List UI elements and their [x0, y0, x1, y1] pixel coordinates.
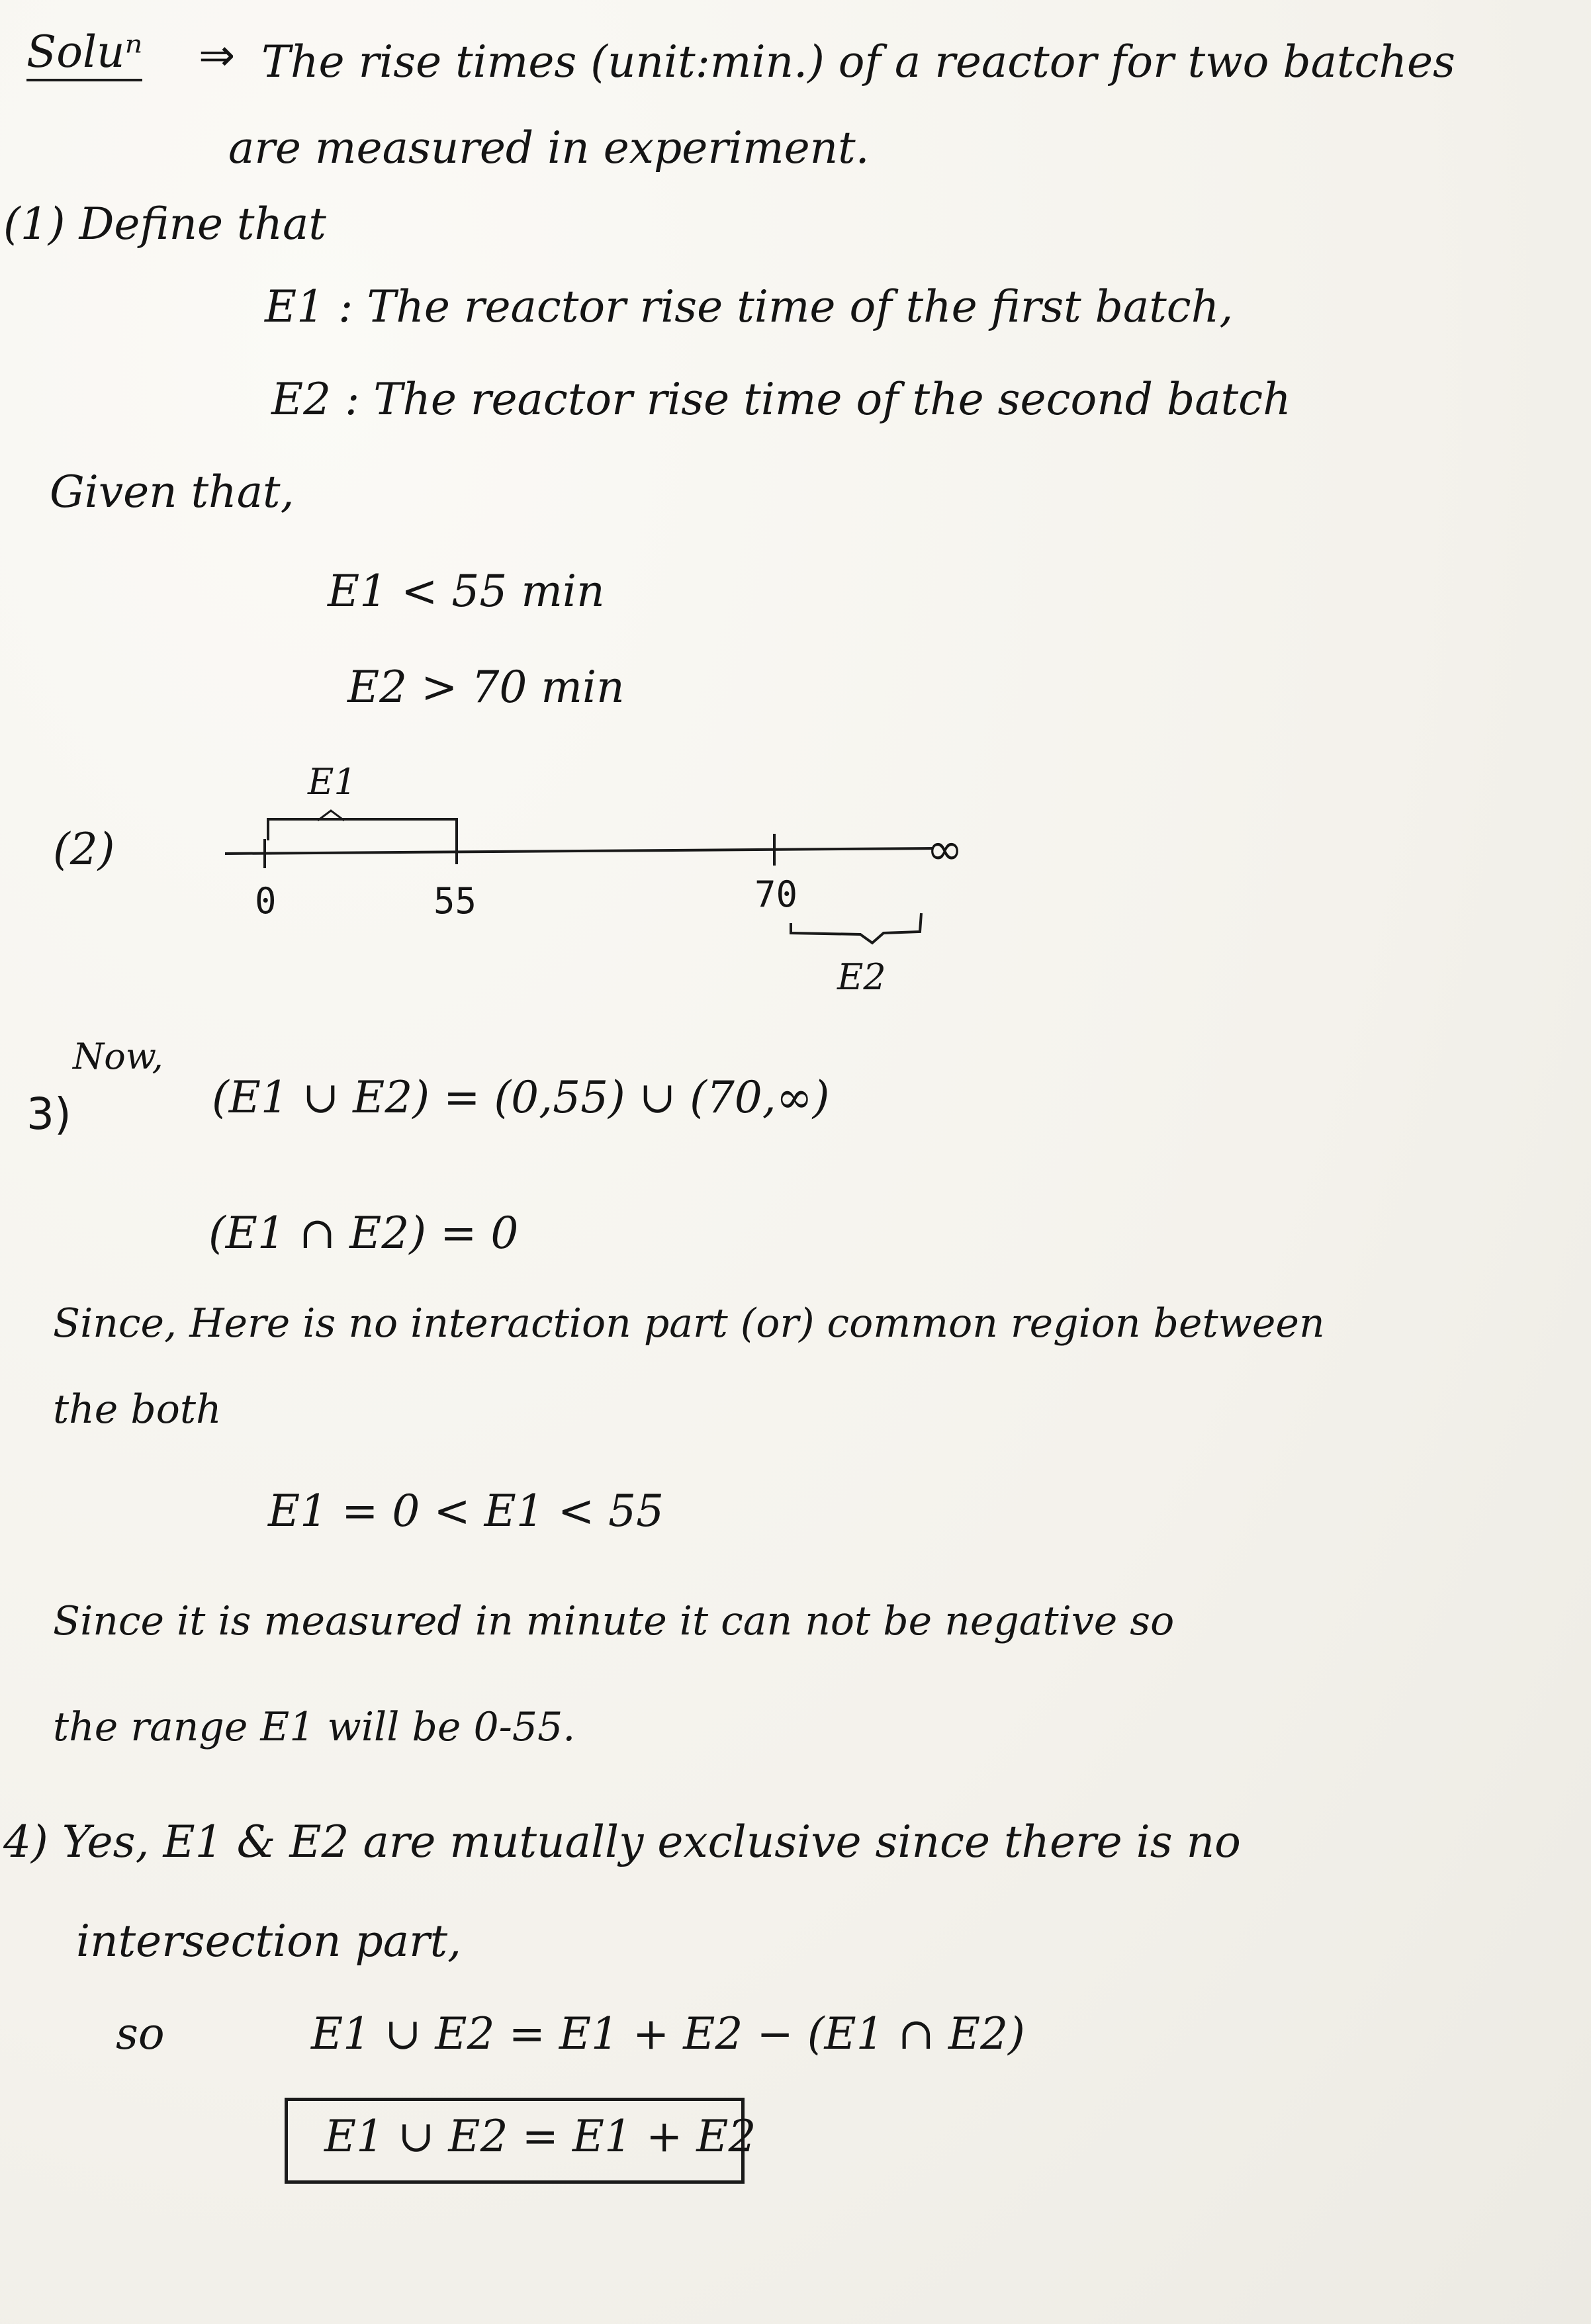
e1-range-equation: E1 = 0 < E1 < 55 [268, 1486, 664, 1537]
part4-line-1: 4) Yes, E1 & E2 are mutually exclusive since there is no [3, 1816, 1241, 1867]
given-label: Given that, [50, 467, 295, 517]
so-label: so [116, 2008, 165, 2059]
e2-brace [791, 913, 921, 943]
union-equation: (E1 ∪ E2) = (0,55) ∪ (70,∞) [212, 1072, 830, 1123]
solution-arrow: ⇒ [199, 30, 236, 81]
part2-label: (2) [53, 824, 115, 875]
tick-70-label: 70 [754, 873, 798, 915]
part4-line-2: intersection part, [76, 1916, 462, 1967]
e1-bracket [268, 819, 457, 840]
given-condition-1: E1 < 55 min [328, 566, 605, 617]
e2-definition: E2 : The reactor rise time of the second batch [271, 374, 1291, 425]
infinity-label: ∞ [927, 824, 963, 875]
part3-number: 3) [26, 1089, 71, 1140]
given-condition-2: E2 > 70 min [347, 662, 625, 713]
measured-line-2: the range E1 will be 0-55. [53, 1704, 576, 1750]
number-line-axis [225, 848, 933, 854]
boxed-result-formula: E1 ∪ E2 = E1 + E2 [324, 2111, 756, 2162]
tick-55-label: 55 [433, 880, 477, 922]
tick-0-label: 0 [255, 880, 277, 922]
e2-brace-label: E2 [837, 956, 886, 998]
intro-line-1: The rise times (unit:min.) of a reactor for two batches [261, 36, 1455, 87]
since-line-2: the both [53, 1386, 222, 1433]
intersection-equation: (E1 ∩ E2) = 0 [208, 1208, 519, 1259]
addition-rule-formula: E1 ∪ E2 = E1 + E2 − (E1 ∩ E2) [311, 2008, 1025, 2059]
e1-bracket-label: E1 [308, 761, 357, 803]
part1-define-label: (1) Define that [3, 199, 326, 249]
intro-line-2: are measured in experiment. [228, 122, 870, 173]
measured-line-1: Since it is measured in minute it can not be negative so [53, 1598, 1175, 1644]
since-line-1: Since, Here is no interaction part (or) common region between [53, 1300, 1325, 1347]
now-label: Now, [73, 1036, 163, 1077]
solution-label: Soluⁿ [26, 26, 142, 81]
e1-definition: E1 : The reactor rise time of the first batch, [265, 281, 1234, 332]
